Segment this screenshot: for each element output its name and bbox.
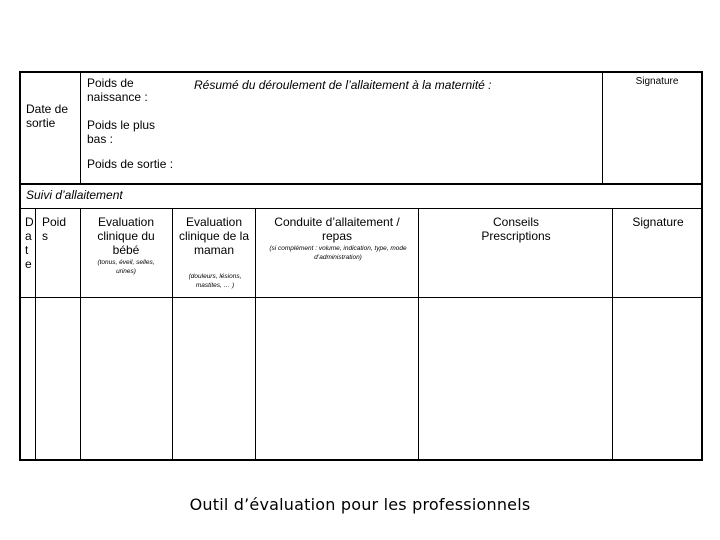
poids-naissance-label: Poids de naissance : xyxy=(87,76,148,104)
divider xyxy=(255,208,256,460)
header-eval-bebe: Evaluation clinique du bébé xyxy=(97,215,155,257)
suivi-title: Suivi d’allaitement xyxy=(26,188,123,202)
header-poids-s: s xyxy=(42,229,48,243)
header-signature: Signature xyxy=(632,215,684,229)
header-date-d: D xyxy=(25,215,34,229)
header-conduite-note: (si complément : volume, indication, type, mode d’administration) xyxy=(269,245,407,261)
header-poids: Poid xyxy=(42,215,67,229)
divider xyxy=(20,297,702,298)
header-date-e: e xyxy=(25,257,32,271)
divider xyxy=(80,72,81,184)
header-date-t: t xyxy=(25,243,29,257)
footer-caption: Outil d’évaluation pour les professionnels xyxy=(189,495,531,514)
resume-label: Résumé du déroulement de l’allaitement à la maternité : xyxy=(194,78,492,92)
poids-sortie-label: Poids de sortie : xyxy=(87,157,174,171)
poids-plus-bas-label: Poids le plus bas : xyxy=(87,118,156,146)
signature-label: Signature xyxy=(635,76,679,87)
divider xyxy=(602,72,603,184)
divider xyxy=(172,208,173,460)
date-sortie-label: Date de sortie xyxy=(26,102,69,130)
header-eval-maman: Evaluation clinique de la maman xyxy=(178,215,250,257)
header-conseils: Conseils Prescriptions xyxy=(481,215,551,243)
divider xyxy=(612,208,613,460)
header-conduite: Conduite d’allaitement / repas xyxy=(274,215,400,243)
divider xyxy=(418,208,419,460)
header-eval-bebe-note: (tonus, éveil, selles, urines) xyxy=(97,259,155,275)
divider xyxy=(20,208,702,209)
header-eval-maman-note: (douleurs, lésions, mastites, … ) xyxy=(188,273,242,289)
divider xyxy=(35,208,36,460)
header-date-a: a xyxy=(25,229,32,243)
divider xyxy=(80,208,81,460)
